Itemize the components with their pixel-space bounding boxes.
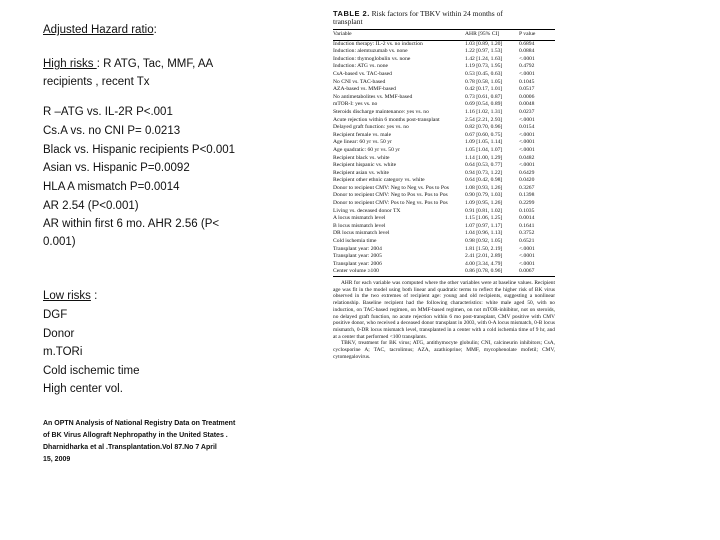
table-row [333, 268, 555, 276]
pvalue-cell: <.0001 [519, 245, 535, 252]
table-row [333, 238, 555, 246]
low-risks-label: Low risks [43, 290, 91, 302]
risk-item: HLA A mismatch P=0.0014 [43, 181, 180, 193]
pvalue-cell: 0.0006 [519, 93, 535, 100]
variable-cell: A locus mismatch level [333, 215, 386, 222]
variable-cell: No CNI vs. TAC-based [333, 78, 386, 85]
risk-item: Asian vs. Hispanic P=0.0092 [43, 162, 190, 174]
ahr-cell: 0.73 [0.61, 0.87] [465, 93, 503, 100]
ahr-cell: 1.16 [1.02, 1.31] [465, 108, 503, 115]
low-risk-item: DGF [43, 309, 68, 321]
table-row [333, 177, 555, 185]
ahr-cell: 1.09 [1.05, 1.14] [465, 139, 503, 146]
ahr-cell: 2.41 [2.01, 2.89] [465, 253, 503, 260]
variable-cell: Transplant year: 2005 [333, 253, 382, 260]
variable-cell: Age quadratic: 60 yr vs. 50 yr [333, 146, 400, 153]
risk-item: Cs.A vs. no CNI P= 0.0213 [43, 125, 181, 137]
table-row [333, 147, 555, 155]
pvalue-cell: <.0001 [519, 139, 535, 146]
variable-cell: Center volume ≥100 [333, 268, 465, 276]
pvalue-cell: 0.0237 [519, 108, 535, 115]
risk-item: AR 2.54 (P<0.001) [43, 200, 139, 212]
table-title-text: Risk factors for TBKV within 24 months of [371, 9, 503, 18]
high-risks-label: High risks [43, 58, 97, 70]
pvalue-cell: 0.2299 [519, 200, 535, 207]
ahr-cell: 1.03 [0.89, 1.20] [465, 40, 503, 47]
table-row [333, 101, 555, 109]
ahr-cell: 1.22 [0.97, 1.53] [465, 48, 503, 55]
ahr-cell: 0.67 [0.60, 0.75] [465, 131, 503, 138]
variable-cell: Recipient female vs. male [333, 131, 392, 138]
ahr-cell: 0.53 [0.45, 0.63] [465, 70, 503, 77]
table-row [333, 253, 555, 261]
pvalue-cell: 0.3752 [519, 230, 535, 237]
variable-cell: mTOR-I: yes vs. no [333, 101, 378, 108]
ahr-cell: 2.54 [2.21, 2.93] [465, 116, 503, 123]
pvalue-cell: 0.1035 [519, 207, 535, 214]
citation-line: Dharnidharka et al .Transplantation.Vol 87.No 7 April [43, 444, 217, 451]
variable-cell: Recipient other ethnic category vs. white [333, 177, 425, 184]
pvalue-cell: 0.0048 [519, 101, 535, 108]
ahr-cell: 0.98 [0.92, 1.05] [465, 238, 503, 245]
variable-cell: Induction: thymoglobulin vs. none [333, 55, 411, 62]
low-risk-item: m.TORi [43, 346, 83, 358]
pvalue-cell: 0.4792 [519, 63, 535, 70]
ahr-cell: 4.00 [3.34, 4.79] [465, 260, 503, 267]
header-variable: Variable [333, 30, 465, 41]
table-row [333, 170, 555, 178]
table-row [333, 192, 555, 200]
table-label: TABLE 2. [333, 9, 370, 18]
ahr-cell: 0.64 [0.53, 0.77] [465, 162, 503, 169]
pvalue-cell: <.0001 [519, 131, 535, 138]
table-row [333, 48, 555, 56]
variable-cell: Acute rejection within 6 months post-transplant [333, 116, 440, 123]
adjusted-colon: : [153, 24, 157, 36]
variable-cell: Donor to recipient CMV: Pos to Neg vs. Pos to Pos [333, 200, 448, 207]
pvalue-cell: 0.0420 [519, 177, 535, 184]
high-risks-line2: recipients , recent Tx [43, 76, 150, 88]
pvalue-cell: 0.6894 [519, 40, 535, 47]
table-row [333, 223, 555, 231]
table-row [333, 230, 555, 238]
variable-cell: Induction: alemtuzumab vs. none [333, 48, 408, 55]
high-risks-rest: : R ATG, Tac, MMF, AA [96, 58, 214, 70]
ahr-cell: 1.42 [1.24, 1.63] [465, 55, 503, 62]
table-row [333, 185, 555, 193]
ahr-cell: 1.08 [0.93, 1.26] [465, 184, 503, 191]
table-row [333, 162, 555, 170]
pvalue-cell: <.0001 [519, 162, 535, 169]
ahr-cell: 0.69 [0.54, 0.89] [465, 101, 503, 108]
risk-item: 0.001) [43, 236, 76, 248]
table-row [333, 132, 555, 140]
variable-cell: B locus mismatch level [333, 222, 386, 229]
variable-cell: Age linear: 60 yr vs. 50 yr [333, 139, 392, 146]
table-row [333, 79, 555, 87]
ahr-cell: 1.81 [1.50, 2.19] [465, 245, 503, 252]
pvalue-cell: <.0001 [519, 116, 535, 123]
low-risks-heading [43, 287, 97, 306]
table-notes [333, 280, 555, 360]
table-header-row [333, 30, 555, 41]
table-row [333, 71, 555, 79]
risk-item: AR within first 6 mo. AHR 2.56 (P< [43, 218, 220, 230]
ahr-cell: 1.15 [1.06, 1.25] [465, 215, 503, 222]
ahr-cell: 1.14 [1.00, 1.29] [465, 154, 503, 161]
variable-cell: Recipient asian vs. white [333, 169, 389, 176]
ahr-cell: 1.19 [0.73, 1.95] [465, 63, 503, 70]
pvalue-cell: 0.1641 [519, 222, 535, 229]
table-note: TBKV, treatment for BK virus; ATG, antithymocyte globulin; CNI, calcineurin inhibitors; CsA, cyclosporine A; TAC, tacrolimus; AZA, azathioprine; MMF, mycophenolate mofetil; CMV, cytomegalovirus. [333, 340, 555, 360]
pvalue-cell: 0.0884 [519, 48, 535, 55]
table-title [333, 10, 555, 26]
variable-cell: Transplant year: 2004 [333, 245, 382, 252]
ahr-cell: 0.91 [0.81, 1.02] [465, 207, 503, 214]
table-row [333, 261, 555, 269]
variable-cell: CsA-based vs. TAC-based [333, 70, 392, 77]
header-pvalue: P value [519, 30, 555, 41]
variable-cell: Recipient hispanic vs. white [333, 162, 397, 169]
ahr-cell: 1.07 [0.97, 1.17] [465, 222, 503, 229]
citation-line: 15, 2009 [43, 456, 71, 463]
table-row [333, 86, 555, 94]
citation-line: An OPTN Analysis of National Registry Data on Treatment [43, 420, 236, 427]
pvalue-cell: 0.0067 [519, 268, 555, 276]
variable-cell: Living vs. deceased donor TX [333, 207, 401, 214]
table-row [333, 200, 555, 208]
variable-cell: DR locus mismatch level [333, 230, 390, 237]
ahr-cell: 1.04 [0.96, 1.13] [465, 230, 503, 237]
ahr-cell: 0.94 [0.73, 1.22] [465, 169, 503, 176]
risk-factor-table-figure [333, 10, 555, 360]
pvalue-cell: <.0001 [519, 260, 535, 267]
variable-cell: Donor to recipient CMV: Neg to Pos vs. Pos to Pos [333, 192, 448, 199]
table-row [333, 246, 555, 254]
table-row [333, 109, 555, 117]
table-note: AHR for each variable was computed where the other variables were at baseline values. Recipient age was fit in the model using both linear and quadratic terms to reflect the higher risk of BK virus observed in the two extremes of recipient age: young and old recipients, suggesting a nonlinear relationship. Baseline recipient had the following characteristics: white male aged 50, with no induction, on TAC-based regimen, on MMF-based regimen, on not mTOR-inhibitor, not on steroids, no delayed graft function, no acute rejection within 6 mo post-transplant, CMV positive with CMV positive donor, who received a deceased donor transplant in 2003, with 0-A locus mismatch, 0-B locus mismatch, 0-DR locus mismatch level, transplanted in a center with a cold ischemia time of 9 hr, and at a center that performed <100 transplants. [333, 280, 555, 340]
risk-factor-table [333, 29, 555, 277]
pvalue-cell: 0.0517 [519, 86, 535, 93]
variable-cell: Cold ischemia time [333, 238, 377, 245]
table-row [333, 94, 555, 102]
variable-cell: Recipient black vs. white [333, 154, 390, 161]
adjusted-title: Adjusted Hazard ratio [43, 24, 154, 36]
table-row [333, 56, 555, 64]
high-risks-line [43, 55, 213, 74]
citation-line: of BK Virus Allograft Nephropathy in the United States . [43, 432, 228, 439]
table-row [333, 40, 555, 48]
table-row [333, 139, 555, 147]
ahr-cell: 0.42 [0.17, 1.01] [465, 86, 503, 93]
risk-item: Black vs. Hispanic recipients P<0.001 [43, 144, 236, 156]
table-title-line2: transplant [333, 17, 363, 26]
pvalue-cell: 0.0154 [519, 124, 535, 131]
ahr-cell: 1.09 [0.95, 1.26] [465, 200, 503, 207]
pvalue-cell: <.0001 [519, 70, 535, 77]
ahr-cell: 0.64 [0.42, 0.98] [465, 177, 503, 184]
pvalue-cell: <.0001 [519, 146, 535, 153]
table-row [333, 124, 555, 132]
citation [43, 418, 283, 466]
pvalue-cell: <.0001 [519, 55, 535, 62]
pvalue-cell: 0.6429 [519, 169, 535, 176]
pvalue-cell: 0.6521 [519, 238, 535, 245]
low-risk-item: Cold ischemic time [43, 365, 140, 377]
pvalue-cell: 0.0482 [519, 154, 535, 161]
variable-cell: Induction therapy: IL-2 vs. no induction [333, 40, 423, 47]
low-risks-colon: : [90, 290, 98, 302]
pvalue-cell: 0.1045 [519, 78, 535, 85]
variable-cell: Steroids discharge maintenance: yes vs. no [333, 108, 429, 115]
ahr-cell: 0.86 [0.78, 0.96] [465, 268, 519, 276]
table-row [333, 208, 555, 216]
risk-item: R –ATG vs. IL-2R P<.001 [43, 106, 173, 118]
ahr-cell: 0.90 [0.79, 1.03] [465, 192, 503, 199]
variable-cell: No antimetabolites vs. MMF-based [333, 93, 413, 100]
table-row [333, 155, 555, 163]
ahr-cell: 0.78 [0.58, 1.05] [465, 78, 503, 85]
header-ahr: AHR [95% CI] [465, 30, 519, 41]
low-risk-item: High center vol. [43, 383, 123, 395]
variable-cell: Donor to recipient CMV: Neg to Neg vs. Pos to Pos [333, 184, 449, 191]
variable-cell: AZA-based vs. MMF-based [333, 86, 396, 93]
pvalue-cell: <.0001 [519, 253, 535, 260]
variable-cell: Transplant year: 2006 [333, 260, 382, 267]
low-risk-item: Donor [43, 328, 75, 340]
table-row [333, 117, 555, 125]
pvalue-cell: 0.3267 [519, 184, 535, 191]
adjusted-hazard-heading [43, 21, 157, 40]
pvalue-cell: 0.0014 [519, 215, 535, 222]
ahr-cell: 1.05 [1.04, 1.07] [465, 146, 503, 153]
variable-cell: Induction: ATG vs. none [333, 63, 388, 70]
table-row [333, 63, 555, 71]
variable-cell: Delayed graft function: yes vs. no [333, 124, 409, 131]
pvalue-cell: 0.1398 [519, 192, 535, 199]
table-row [333, 215, 555, 223]
ahr-cell: 0.82 [0.70, 0.96] [465, 124, 503, 131]
